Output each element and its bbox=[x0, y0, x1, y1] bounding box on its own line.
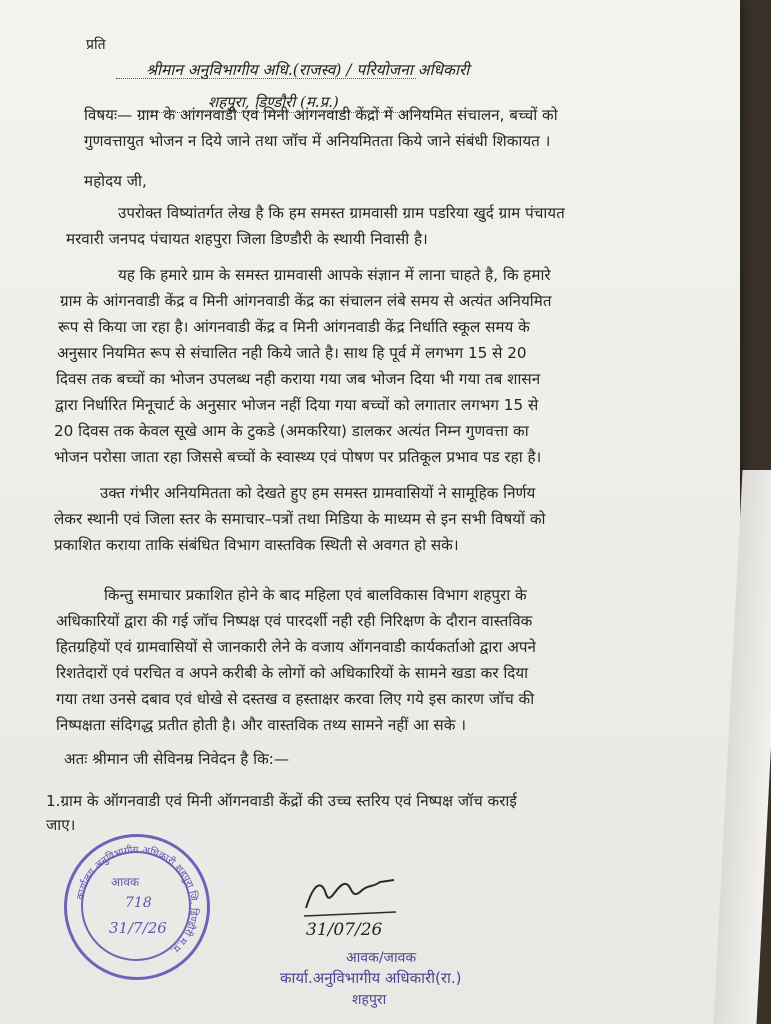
recipient-line-2: शहपुरा, डिण्डौरी (म.प्र.) bbox=[208, 93, 339, 111]
para2-line: ग्राम के आंगनवाडी केंद्र व मिनी आंगनवाडी केंद्र का संचालन लंबे समय से अत्यंत अनियमित bbox=[60, 292, 552, 310]
para2-line: भोजन परोसा जाता रहा जिससे बच्चों के स्वास्थ्य एवं पोषण पर प्रतिकूल प्रभाव पड रहा है। bbox=[54, 448, 542, 466]
para1-line: उपरोक्त विष्यांतर्गत लेख है कि हम समस्त ग्रामवासी ग्राम पडरिया खुर्द ग्राम पंचायत bbox=[118, 204, 565, 222]
para1-line: मरवारी जनपद पंचायत शहपुरा जिला डिण्डौरी के स्थायी निवासी है। bbox=[66, 230, 428, 248]
seal-text: कार्यालय अनुविभागीय अधिकारी शहपुरा जि. डिण्डौरी म.प्र. bbox=[75, 844, 200, 956]
para4-line: निष्पक्षता संदिगद्ध प्रतीत होती है। और वास्तविक तथ्य सामने नहीं आ सके । bbox=[56, 716, 466, 734]
prati-label: प्रति bbox=[86, 37, 106, 53]
para4-line: किन्तु समाचार प्रकाशित होने के बाद महिला एवं बालविकास विभाग शहपुरा के bbox=[104, 586, 527, 604]
subject-line-1: विषयः— ग्राम के आंगनवाडी एवं मिनी आंगनवाडी केंद्रों में अनियमित संचालन, बच्चों को bbox=[84, 106, 558, 124]
point-1-line-1: 1.ग्राम के ऑगनवाडी एवं मिनी ऑगनवाडी केंद्रों की उच्च स्तरिय एवं निष्पक्ष जॉच कराई bbox=[46, 792, 517, 810]
para3-line: प्रकाशित कराया ताकि संबंधित विभाग वास्तविक स्थिती से अवगत हो सके। bbox=[54, 536, 459, 554]
subject-line-2: गुणवत्तायुत भोजन न दिये जाने तथा जॉच में अनियमितता किये जाने संबंधी शिकायत । bbox=[84, 132, 551, 150]
para2-line: अनुसार नियमित रूप से संचालित नही किये जाते है। साथ हि पूर्व में लगभग 15 से 20 bbox=[57, 344, 527, 362]
salutation: महोदय जी, bbox=[84, 172, 147, 190]
dotted-line bbox=[116, 78, 416, 79]
seal-date: 31/7/26 bbox=[109, 919, 167, 937]
para2-line: दिवस तक बच्चों का भोजन उपलब्ध नही कराया गया जब भोजन दिया भी गया तब शासन bbox=[56, 370, 541, 388]
para2-line: द्वारा निर्धारित मिनूचार्ट के अनुसार भोजन नहीं दिया गया बच्चों को लगातार लगभग 15 से bbox=[55, 396, 539, 414]
recipient-line-1: श्रीमान अनुविभागीय अधि.(राजस्व) / परियोजना अधिकारी bbox=[146, 61, 470, 79]
request-line: अतः श्रीमान जी सेविनम्र निवेदन है कि:— bbox=[64, 750, 290, 768]
point-1-line-2: जाए। bbox=[46, 816, 76, 834]
para2-line: रूप से किया जा रहा है। आंगनवाडी केंद्र व मिनी आंगनवाडी केंद्र निर्धाति स्कूल समय के bbox=[58, 318, 530, 336]
seal-avak: आवक bbox=[111, 875, 140, 889]
para3-line: उक्त गंभीर अनियमितता को देखते हुए हम समस्त ग्रामवासियों ने सामूहिक निर्णय bbox=[100, 484, 536, 502]
para4-line: अधिकारियों द्वारा की गई जॉच निष्पक्ष एवं पारदर्शी नही रही निरिक्षण के दौरान वास्तविक bbox=[56, 612, 533, 630]
para4-line: गया तथा उनसे दबाव एवं धोखे से दस्तख व हस्ताक्षर करवा लिए गये इस कारण जॉच की bbox=[56, 690, 535, 708]
receipt-place: शहपुरा bbox=[352, 992, 387, 1008]
receipt-office: कार्या.अनुविभागीय अधिकारी(रा.) bbox=[280, 969, 462, 987]
receipt-avak-javak: आवक/जावक bbox=[346, 950, 417, 966]
office-seal bbox=[64, 834, 210, 980]
signature bbox=[300, 872, 400, 922]
receipt-date: 31/07/26 bbox=[306, 920, 383, 940]
para4-line: हितग्रहियों एवं ग्रामवासियों से जानकारी लेने के वजाय ऑगनवाडी कार्यकर्ताओ द्वारा अपने bbox=[56, 638, 536, 656]
para3-line: लेकर स्थानी एवं जिला स्तर के समाचार–पत्रों तथा मिडिया के माध्यम से इन सभी विषयों को bbox=[54, 510, 546, 528]
seal-number: 718 bbox=[125, 895, 152, 911]
para2-line: 20 दिवस तक केवल सूखे आम के टुकडे (अमकरिया) डालकर अत्यंत निम्न गुणवत्ता का bbox=[54, 422, 529, 440]
para4-line: रिशतेदारों एवं परचित व अपने करीबी के लोगों को अधिकारियों के सामने खडा कर दिया bbox=[56, 664, 529, 682]
para2-line: यह कि हमारे ग्राम के समस्त ग्रामवासी आपके संज्ञान में लाना चाहते है, कि हमारे bbox=[118, 266, 551, 284]
